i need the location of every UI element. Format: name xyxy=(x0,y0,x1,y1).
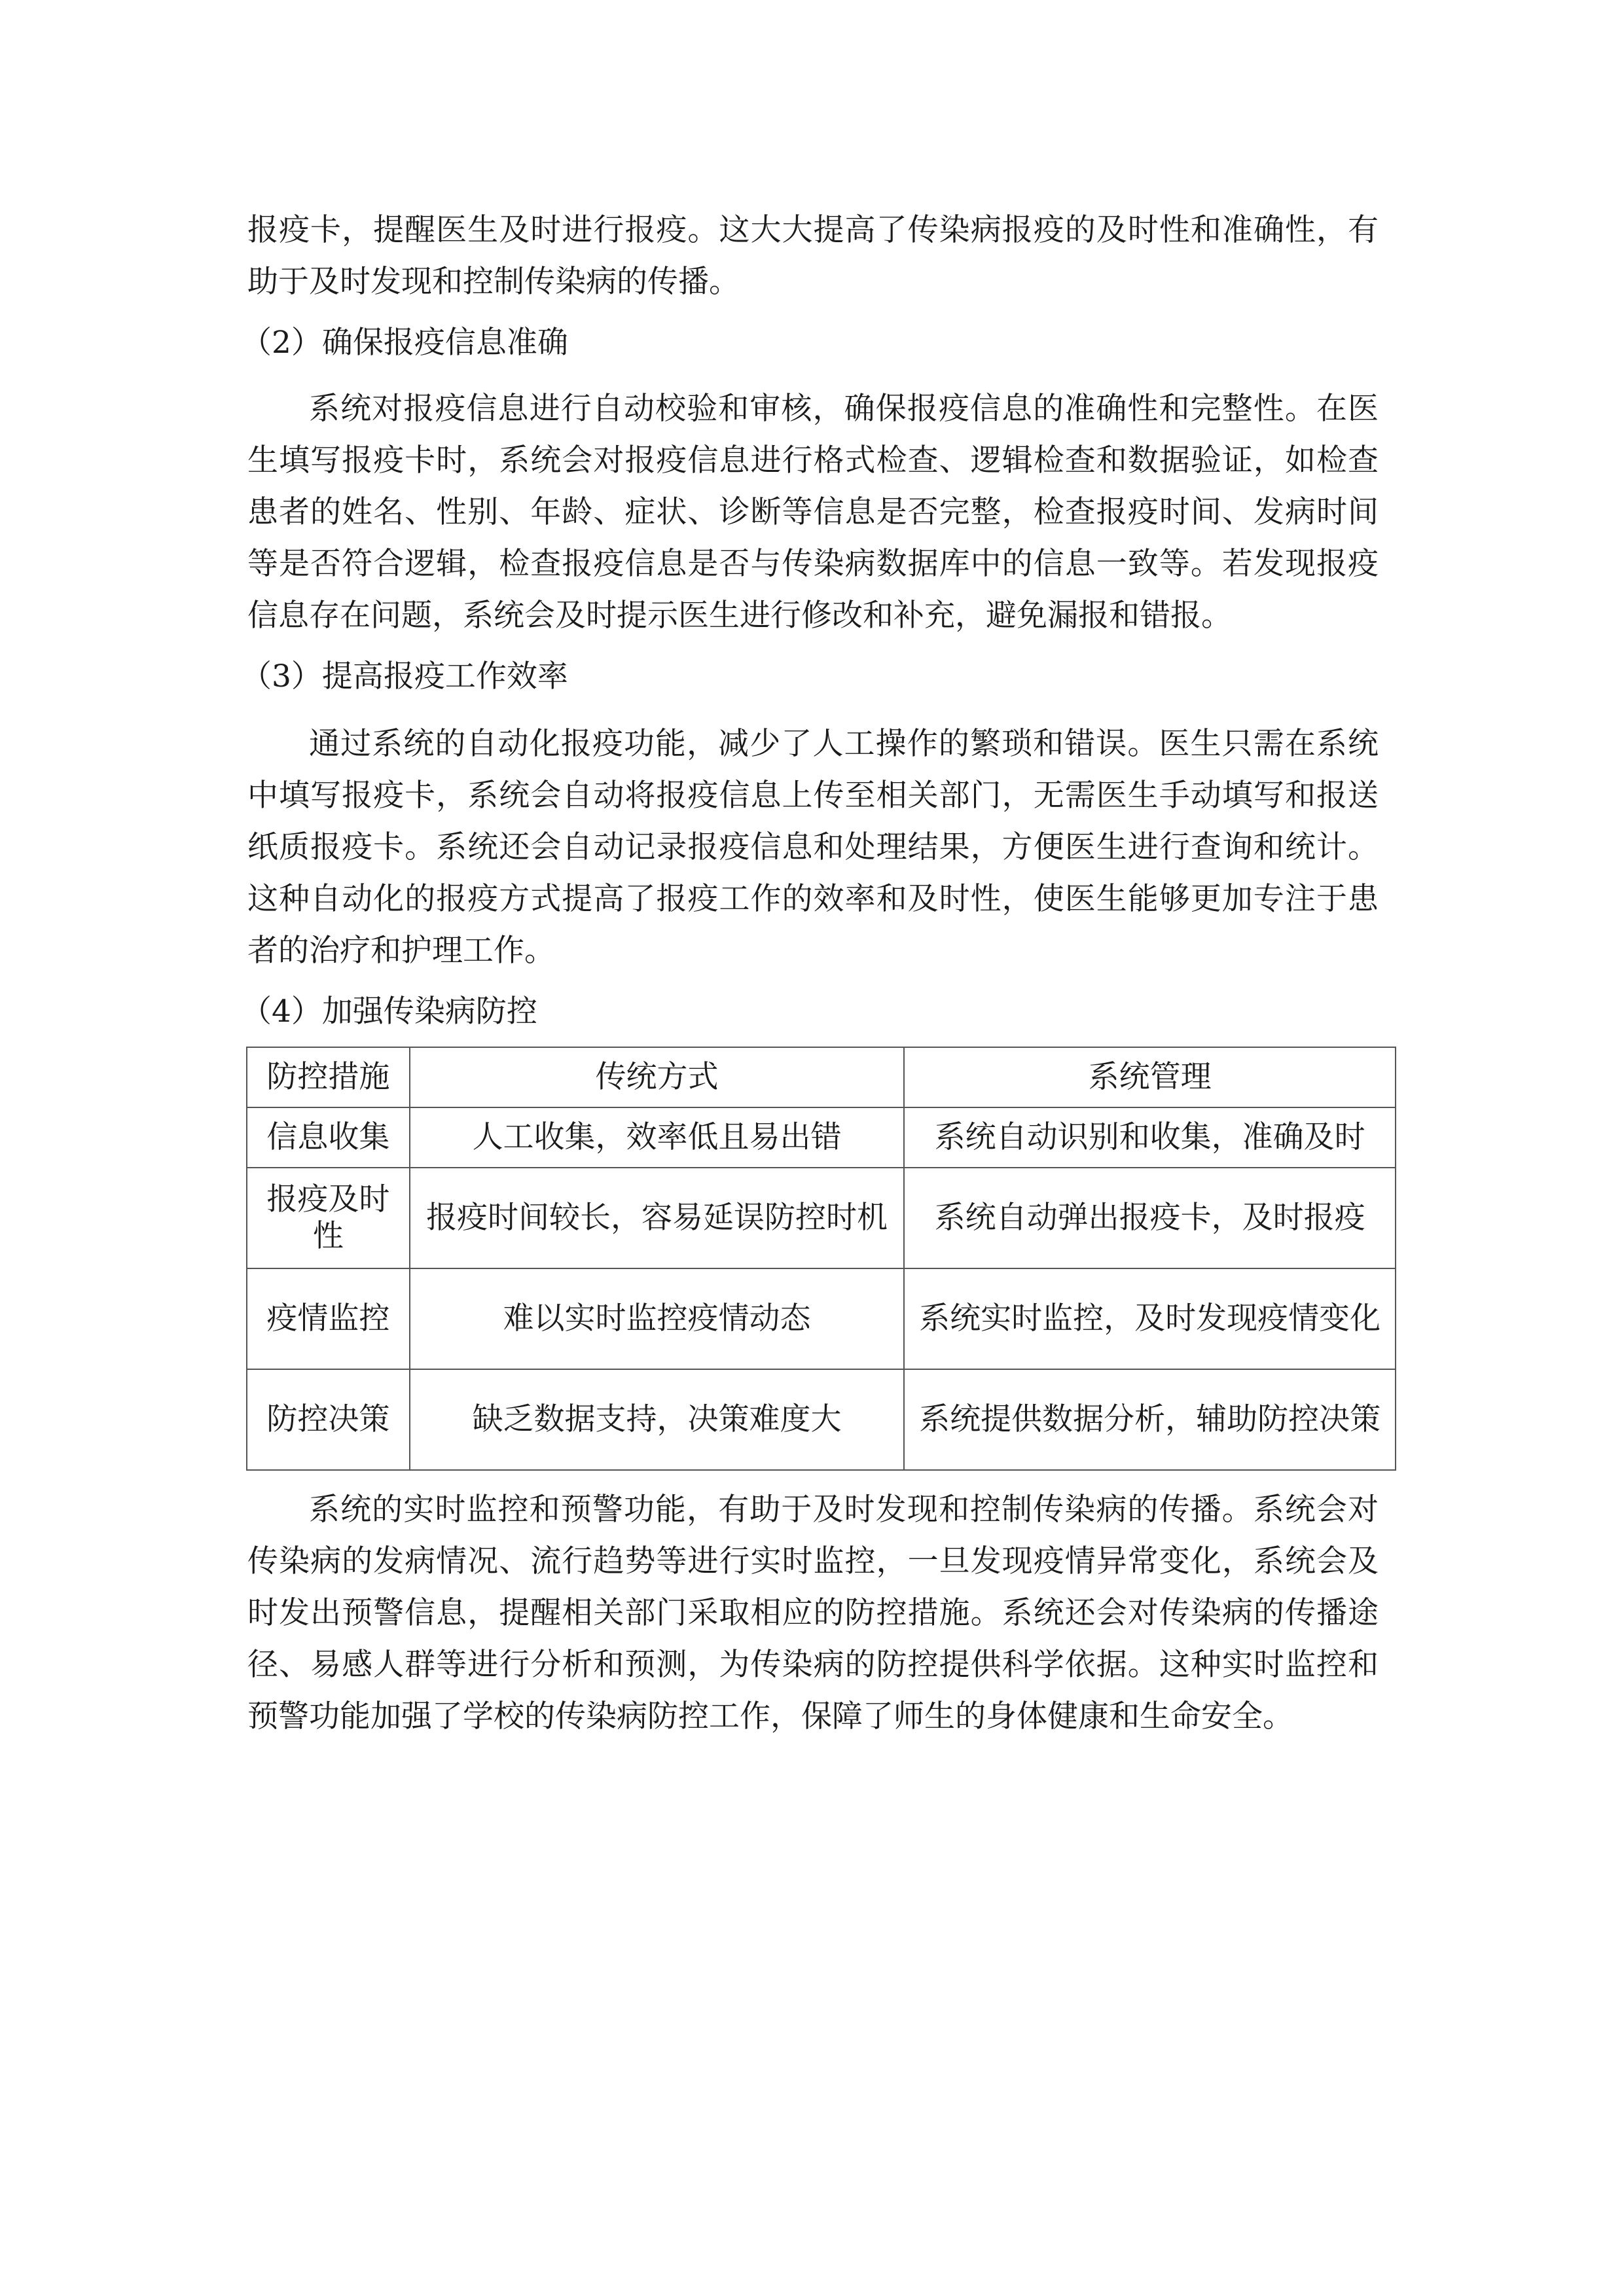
table-cell: 难以实时监控疫情动态 xyxy=(410,1268,905,1369)
table-cell: 人工收集，效率低且易出错 xyxy=(410,1107,905,1168)
table-cell: 系统自动弹出报疫卡，及时报疫 xyxy=(904,1168,1396,1268)
table-header-row xyxy=(247,1047,1396,1107)
section-heading-accuracy: （2）确保报疫信息准确 xyxy=(241,325,568,361)
section-heading-efficiency: （3）提高报疫工作效率 xyxy=(241,658,568,694)
table-cell: 疫情监控 xyxy=(247,1268,410,1369)
table-cell: 系统自动识别和收集，准确及时 xyxy=(904,1107,1396,1168)
table-header-cell: 系统管理 xyxy=(904,1047,1396,1107)
table-row xyxy=(247,1268,1396,1369)
section-heading-prevention: （4）加强传染病防控 xyxy=(241,994,537,1030)
table-cell: 信息收集 xyxy=(247,1107,410,1168)
table-cell: 防控决策 xyxy=(247,1369,410,1470)
table-cell: 系统提供数据分析，辅助防控决策 xyxy=(904,1369,1396,1470)
table-cell: 缺乏数据支持，决策难度大 xyxy=(410,1369,905,1470)
table-row xyxy=(247,1107,1396,1168)
paragraph-monitoring: 系统的实时监控和预警功能，有助于及时发现和控制传染病的传播。系统会对传染病的发病情况、流行趋势等进行实时监控，一旦发现疫情异常变化，系统会及时发出预警信息，提醒相关部门采取相应的防控措施。系统还会对传染病的传播途径、易感人群等进行分析和预测，为传染病的防控提供科学依据。这种实时监控和预警功能加强了学校的传染病防控工作，保障了师生的身体健康和生命安全。 xyxy=(247,1492,1379,1734)
table-cell: 报疫时间较长，容易延误防控时机 xyxy=(410,1168,905,1268)
table-row xyxy=(247,1168,1396,1268)
table-cell: 报疫及时性 xyxy=(247,1168,410,1268)
comparison-table xyxy=(246,1047,1396,1471)
paragraph-report-timeliness-end: 报疫卡，提醒医生及时进行报疫。这大大提高了传染病报疫的及时性和准确性，有助于及时发现和控制传染病的传播。 xyxy=(247,212,1379,300)
document-page xyxy=(241,204,1381,1742)
table-header-cell: 防控措施 xyxy=(247,1047,410,1107)
table-cell: 系统实时监控，及时发现疫情变化 xyxy=(904,1268,1396,1369)
paragraph-accuracy: 系统对报疫信息进行自动校验和审核，确保报疫信息的准确性和完整性。在医生填写报疫卡时，系统会对报疫信息进行格式检查、逻辑检查和数据验证，如检查患者的姓名、性别、年龄、症状、诊断等信息是否完整，检查报疫时间、发病时间等是否符合逻辑，检查报疫信息是否与传染病数据库中的信息一致等。若发现报疫信息存在问题，系统会及时提示医生进行修改和补充，避免漏报和错报。 xyxy=(247,391,1379,634)
table-header-cell: 传统方式 xyxy=(410,1047,905,1107)
table-row xyxy=(247,1369,1396,1470)
paragraph-efficiency: 通过系统的自动化报疫功能，减少了人工操作的繁琐和错误。医生只需在系统中填写报疫卡，系统会自动将报疫信息上传至相关部门，无需医生手动填写和报送纸质报疫卡。系统还会自动记录报疫信息和处理结果，方便医生进行查询和统计。这种自动化的报疫方式提高了报疫工作的效率和及时性，使医生能够更加专注于患者的治疗和护理工作。 xyxy=(247,726,1379,969)
